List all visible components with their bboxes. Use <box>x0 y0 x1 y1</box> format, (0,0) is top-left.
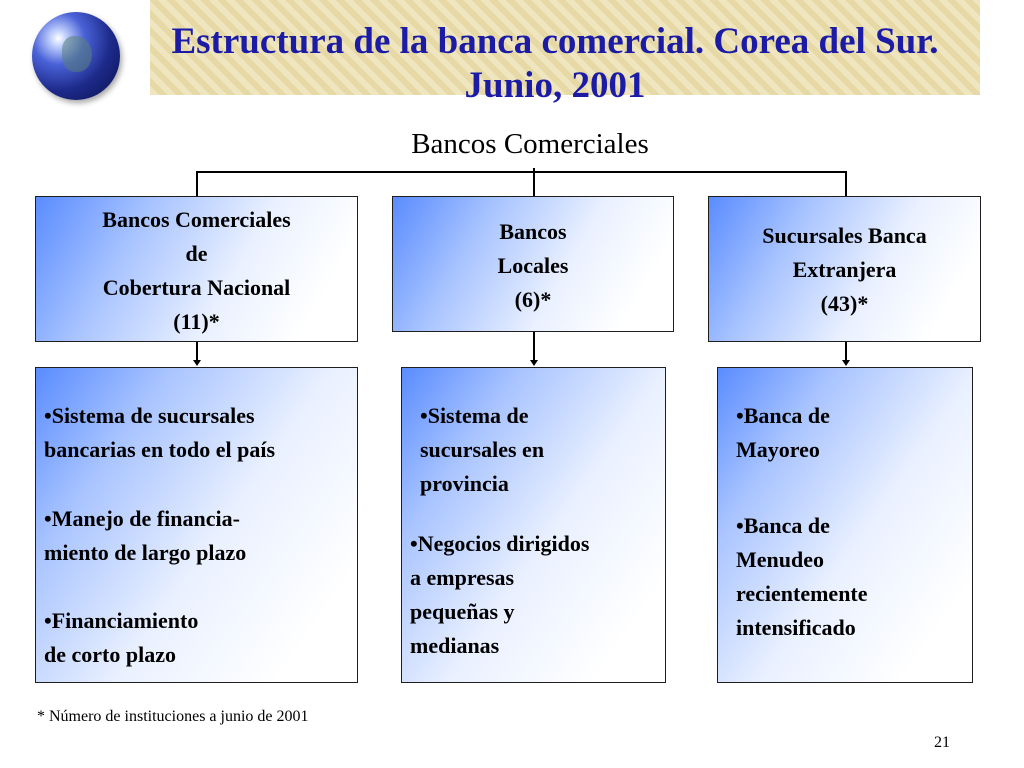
horizontal-connector-line <box>196 171 846 173</box>
detail-bullet: •Negocios dirigidos a empresas pequeñas y medianas <box>410 531 590 658</box>
right-drop-line <box>845 171 847 196</box>
detail-box-national <box>35 367 358 683</box>
page-number: 21 <box>934 734 950 751</box>
category-label-foreign: Sucursales Banca Extranjera (43)* <box>762 223 927 316</box>
arrow-line-national <box>196 342 198 360</box>
detail-bullet: •Banca de Menudeo recientemente intensificado <box>736 513 868 640</box>
detail-bullet: •Banca de Mayoreo <box>736 403 830 462</box>
detail-box-foreign <box>717 367 973 683</box>
slide-title: Estructura de la banca comercial. Corea del Sur. Junio, 2001 <box>171 21 939 106</box>
arrow-head-local <box>530 360 538 366</box>
footnote: * Número de instituciones a junio de 2001 <box>37 708 309 725</box>
category-box-local <box>392 196 674 332</box>
arrow-head-national <box>193 360 201 366</box>
globe-icon <box>32 12 120 100</box>
detail-bullet: •Sistema de sucursales en provincia <box>420 403 545 496</box>
detail-bullet: •Financiamiento de corto plazo <box>44 608 199 667</box>
category-label-local: Bancos Locales (6)* <box>497 219 569 312</box>
left-drop-line <box>196 171 198 196</box>
arrow-head-foreign <box>842 360 850 366</box>
detail-bullet: •Sistema de sucursales bancarias en todo el país <box>44 403 276 462</box>
category-label-national: Bancos Comerciales de Cobertura Nacional (11)* <box>102 207 291 334</box>
category-box-foreign <box>708 196 981 342</box>
detail-box-local <box>401 367 666 683</box>
arrow-line-local <box>533 332 535 360</box>
category-box-national <box>35 196 358 342</box>
globe-land-shape <box>62 36 92 72</box>
arrow-line-foreign <box>845 342 847 360</box>
root-node-label: Bancos Comerciales <box>411 128 649 160</box>
detail-bullet: •Manejo de financia- miento de largo plazo <box>44 506 247 565</box>
